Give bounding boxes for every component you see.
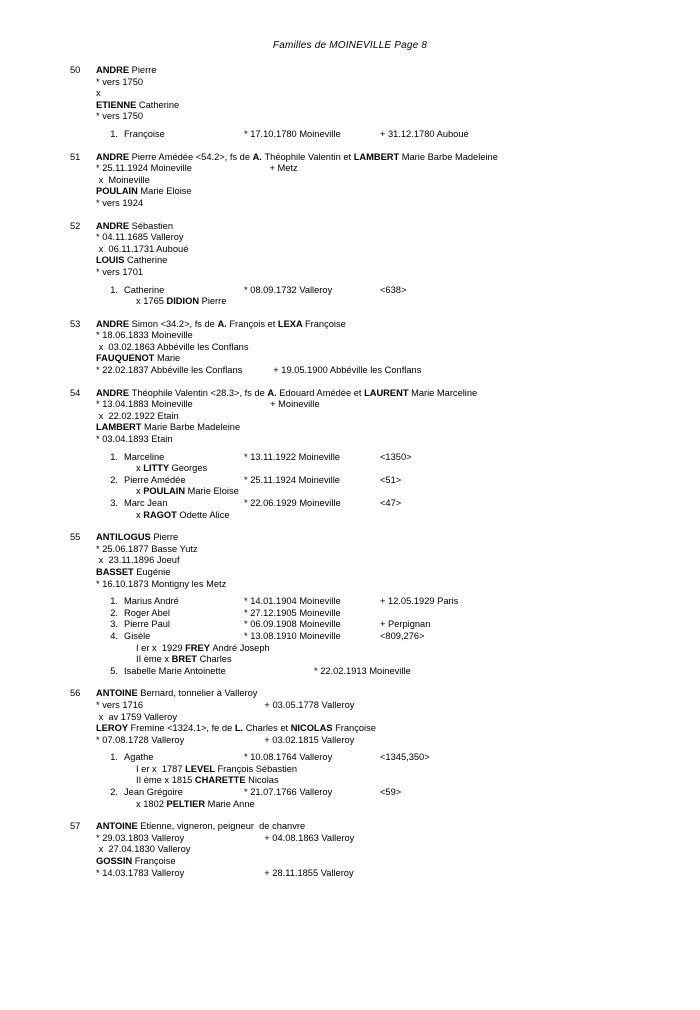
text-token: x 27.04.1830 Valleroy [96,844,191,855]
child-extra: <47> [380,498,402,508]
child-main [124,787,680,799]
child-extra: + 31.12.1780 Auboué [380,128,469,139]
surname-token: ANTOINE [96,688,141,699]
child-spouse [124,764,680,776]
text-token: II ème x 1815 [136,775,195,786]
child-number: 4. [110,630,118,641]
surname-token: A. [252,151,265,162]
surname-token: POULAIN [143,486,188,497]
surname-token: LITTY [143,463,172,474]
children-list [96,596,680,677]
children-list [96,129,680,141]
text-token: x Moineville [96,174,150,185]
child-spouse-row [96,643,680,655]
text-token: * 25.11.1924 Moineville + Metz [96,163,298,174]
spacer [96,764,124,776]
surname-token: ANDRE [96,65,132,75]
text-token: Sébastien [131,220,173,231]
child-name: Marc Jean [124,498,168,508]
child-name: Marius André [124,596,179,607]
child-spouse [124,799,680,811]
entry-line [96,555,680,567]
text-token: x [136,509,144,520]
entry-line [96,175,680,187]
family-entry [70,532,680,677]
text-token: Marie [156,353,181,364]
child-block [96,596,680,608]
family-entry [70,821,680,879]
child-block [96,608,680,620]
entry-body [96,65,680,141]
child-block [96,631,680,666]
entry-number: 56 [70,688,81,699]
entry-line [96,221,680,233]
entry-body [96,152,680,210]
entry-line [96,186,680,198]
spacer [96,643,124,655]
child-row [96,631,680,643]
surname-token: LAMBERT [353,151,402,162]
entries-list [0,65,700,879]
surname-token: ANDRE [96,151,132,162]
child-number: 1. [110,596,118,607]
child-row [96,475,680,487]
child-row [96,752,680,764]
surname-token: POULAIN [96,186,141,197]
entry-number: 50 [70,65,81,75]
surname-token: A. [217,318,230,329]
child-extra: + 12.05.1929 Paris [380,596,459,607]
text-token: x 1765 [136,296,167,307]
text-token: Pierre [131,65,157,75]
child-birth: * 17.10.1780 Moineville [244,128,341,139]
child-name: Marceline [124,451,165,462]
entry-line [96,411,680,423]
surname-token: DIDION [166,296,202,307]
entry-number: 54 [70,387,81,398]
child-block [96,475,680,498]
child-row [96,498,680,510]
child-row [96,285,680,297]
child-spouse-row [96,764,680,776]
text-token: Edouard Amédée et [279,387,365,398]
child-extra: <809,276> [380,630,425,641]
child-block [96,285,680,308]
child-name: Isabelle Marie Antoinette [124,665,226,676]
spacer [96,654,124,666]
text-token: Théophile Valentin et [264,151,354,162]
child-spouse [124,296,680,308]
entry-line [96,319,680,331]
text-token: * vers 1750 [96,76,144,87]
text-token: x [136,486,144,497]
text-token: * 07.08.1728 Valleroy + 03.02.1815 Valleroy [96,734,355,745]
text-token: * 04.11.1685 Valleroy [96,232,184,243]
child-block [96,787,680,810]
entry-line [96,735,680,747]
entry-body [96,388,680,522]
text-token: Marie Eloise [187,486,239,497]
children-list [96,285,680,308]
text-token: I er x 1787 [136,763,186,774]
entry-line [96,844,680,856]
child-name: Jean Grégoire [124,787,183,798]
entry-line [96,388,680,400]
family-entry [70,688,680,810]
child-number: 2. [110,787,118,798]
text-token: * 14.03.1783 Valleroy + 28.11.1855 Valleroy [96,867,354,878]
surname-token: FREY [185,642,213,653]
entry-line [96,434,680,446]
entry-line [96,330,680,342]
text-token: * vers 1750 [96,111,144,122]
surname-token: LAMBERT [96,422,145,433]
child-extra: <638> [380,284,407,295]
entry-line [96,244,680,256]
text-token: Pierre [153,532,179,543]
text-token: x av 1759 Valleroy [96,711,177,722]
surname-token: LEVEL [185,763,218,774]
child-name: Françoise [124,128,165,139]
text-token: Pierre Amédée <54.2>, fs de [131,151,253,162]
child-birth: * 06.09.1908 Moineville [244,619,341,630]
family-entry [70,221,680,308]
text-token: x 1802 [136,798,167,809]
child-number: 2. [110,474,118,485]
entry-line [96,833,680,845]
child-main [124,285,680,297]
entry-number: 55 [70,532,81,543]
child-name: Gisèle [124,630,151,641]
text-token: II ème x [136,654,172,665]
entry-line [96,422,680,434]
child-block [96,452,680,475]
child-name: Roger Abel [124,607,170,618]
entry-number: 51 [70,151,81,162]
child-block [96,619,680,631]
surname-token: ANDRE [96,220,132,231]
child-name: Agathe [124,752,154,763]
child-number: 2. [110,607,118,618]
child-main [124,452,680,464]
entry-line [96,353,680,365]
text-token: Françoise [335,723,376,734]
surname-token: GOSSIN [96,856,135,867]
child-main [124,608,680,620]
entry-line [96,342,680,354]
entry-line [96,77,680,89]
text-token: * vers 1716 + 03.05.1778 Valleroy [96,699,355,710]
text-token: * 25.06.1877 Basse Yutz [96,543,198,554]
text-token: Nicolas [248,775,279,786]
child-birth: * 10.08.1764 Valleroy [244,752,333,763]
child-number: 1. [110,284,118,295]
child-spouse [124,775,680,787]
child-extra: <1345,350> [380,752,430,763]
surname-token: LOUIS [96,255,127,266]
entry-line [96,365,680,377]
spacer [96,510,124,522]
text-token: Marie Barbe Madeleine [401,151,498,162]
family-entry [70,388,680,522]
surname-token: LEXA [277,318,305,329]
text-token: François Sébastien [217,763,298,774]
child-number: 3. [110,619,118,630]
entry-line [96,700,680,712]
child-spouse [124,486,680,498]
child-block [96,498,680,521]
text-token: * 22.02.1837 Abbéville les Conflans + 19.05.1900 Abbéville les Conflans [96,365,422,376]
child-spouse [124,510,680,522]
surname-token: BASSET [96,566,137,577]
page-header: Familles de MOINEVILLE Page 8 [272,40,428,51]
entry-line [96,688,680,700]
surname-token: LEROY [96,723,131,734]
entry-line [96,111,680,123]
child-main [124,631,680,643]
text-token: Marie Eloise [140,186,192,197]
text-token: Pierre [201,296,227,307]
entry-line [96,255,680,267]
family-entry [70,65,680,141]
family-entry [70,152,680,210]
entry-line [96,532,680,544]
text-token: Eugénie [136,566,171,577]
child-extra: <1350> [380,451,412,462]
text-token: * 16.10.1873 Montigny les Metz [96,578,227,589]
child-row [96,129,680,141]
text-token: André Joseph [212,642,270,653]
spacer [96,775,124,787]
entry-line [96,821,680,833]
child-extra: <59> [380,787,402,798]
surname-token: A. [267,387,280,398]
child-number: 3. [110,498,118,508]
entry-line [96,267,680,279]
child-main [124,619,680,631]
text-token: Catherine [138,99,180,110]
child-main [124,752,680,764]
child-extra: <51> [380,474,402,485]
child-birth: * 27.12.1905 Moineville [244,607,341,618]
text-token: Françoise [304,318,346,329]
child-block [96,752,680,787]
child-spouse [124,463,680,475]
entry-line [96,152,680,164]
text-token: Théophile Valentin <28.3>, fs de [131,387,268,398]
child-spouse [124,654,680,666]
text-token: Charles [199,654,232,665]
surname-token: NICOLAS [290,723,336,734]
child-row [96,787,680,799]
entry-number: 53 [70,318,81,329]
child-name: Pierre Amédée [124,474,186,485]
surname-token: PELTIER [166,798,208,809]
child-main [124,666,680,678]
text-token: * 03.04.1893 Etain [96,434,173,445]
text-token: Odette Alice [179,509,230,520]
entry-body [96,319,680,377]
child-spouse [124,643,680,655]
child-main [124,475,680,487]
child-birth: * 13.11.1922 Moineville [244,451,340,462]
entry-line [96,544,680,556]
surname-token: ANTOINE [96,821,141,832]
child-block [96,129,680,141]
child-main [124,498,680,510]
entry-body [96,688,680,810]
child-spouse-row [96,654,680,666]
child-row [96,666,680,678]
child-birth: * 22.02.1913 Moineville [314,665,411,676]
text-token: x 22.02.1922 Etain [96,410,179,421]
child-spouse-row [96,463,680,475]
text-token: x [136,463,144,474]
text-token: * vers 1701 [96,266,144,277]
text-token: Marie Barbe Madeleine [144,422,241,433]
entry-number: 52 [70,220,81,231]
entry-line [96,65,680,77]
surname-token: FAUQUENOT [96,353,157,364]
surname-token: RAGOT [143,509,180,520]
child-main [124,129,680,141]
child-spouse-row [96,296,680,308]
surname-token: ANTILOGUS [96,532,154,543]
child-number: 1. [110,128,118,139]
surname-token: CHARETTE [194,775,249,786]
child-spouse-row [96,510,680,522]
text-token: * 18.06.1833 Moineville [96,330,193,341]
text-token: x 23.11.1896 Joeuf [96,555,180,566]
child-birth: * 25.11.1924 Moineville [244,474,340,485]
entry-number: 57 [70,821,81,832]
text-token: x 03.02.1863 Abbéville les Conflans [96,341,249,352]
text-token: I er x 1929 [136,642,186,653]
text-token: * vers 1924 [96,197,144,208]
text-token: Charles et [245,723,291,734]
child-birth: * 22.06.1929 Moineville [244,498,341,508]
text-token: Marie Anne [207,798,255,809]
child-row [96,608,680,620]
family-entry [70,319,680,377]
entry-line [96,88,680,100]
spacer [96,463,124,475]
surname-token: ETIENNE [96,99,139,110]
text-token: * 29.03.1803 Valleroy + 04.08.1863 Valleroy [96,832,355,843]
entry-line [96,198,680,210]
surname-token: L. [234,723,246,734]
text-token: Georges [171,463,208,474]
child-birth: * 21.07.1766 Valleroy [244,787,333,798]
entry-line [96,399,680,411]
entry-line [96,163,680,175]
text-token: Simon <34.2>, fs de [131,318,218,329]
surname-token: ANDRE [96,387,132,398]
child-spouse-row [96,799,680,811]
entry-line [96,868,680,880]
child-birth: * 14.01.1904 Moineville [244,596,341,607]
child-number: 5. [110,665,118,676]
child-row [96,452,680,464]
entry-body [96,221,680,308]
spacer [96,296,124,308]
entry-line [96,856,680,868]
text-token: Marie Marceline [411,387,478,398]
text-token: Catherine [127,255,168,266]
entry-line [96,712,680,724]
child-spouse-row [96,486,680,498]
text-token: x 06.11.1731 Auboué [96,243,189,254]
child-block [96,666,680,678]
text-token: * 13.04.1883 Moineville + Moineville [96,399,320,410]
entry-body [96,821,680,879]
child-row [96,619,680,631]
document-page [0,40,700,1010]
spacer [96,486,124,498]
child-main [124,596,680,608]
child-name: Pierre Paul [124,619,170,630]
child-spouse-row [96,775,680,787]
child-number: 1. [110,752,118,763]
child-extra: + Perpignan [380,619,431,630]
child-name: Catherine [124,284,165,295]
entry-line [96,232,680,244]
entry-line [96,567,680,579]
text-token: Françoise [134,856,176,867]
child-birth: * 13.08.1910 Moineville [244,630,341,641]
spacer [96,799,124,811]
children-list [96,752,680,810]
child-row [96,596,680,608]
text-token: François et [229,318,278,329]
text-token: x [96,88,101,99]
child-number: 1. [110,451,118,462]
surname-token: BRET [171,654,200,665]
child-birth: * 08.09.1732 Valleroy [244,284,333,295]
entry-line [96,100,680,112]
surname-token: LAURENT [364,387,412,398]
entry-body [96,532,680,677]
surname-token: ANDRE [96,318,132,329]
text-token: Etienne, vigneron, peigneur de chanvre [140,821,306,832]
entry-line [96,723,680,735]
text-token: Bernard, tonnelier à Valleroy [140,688,258,699]
children-list [96,452,680,522]
entry-line [96,579,680,591]
text-token: Fremine <1324.1>, fe de [130,723,235,734]
